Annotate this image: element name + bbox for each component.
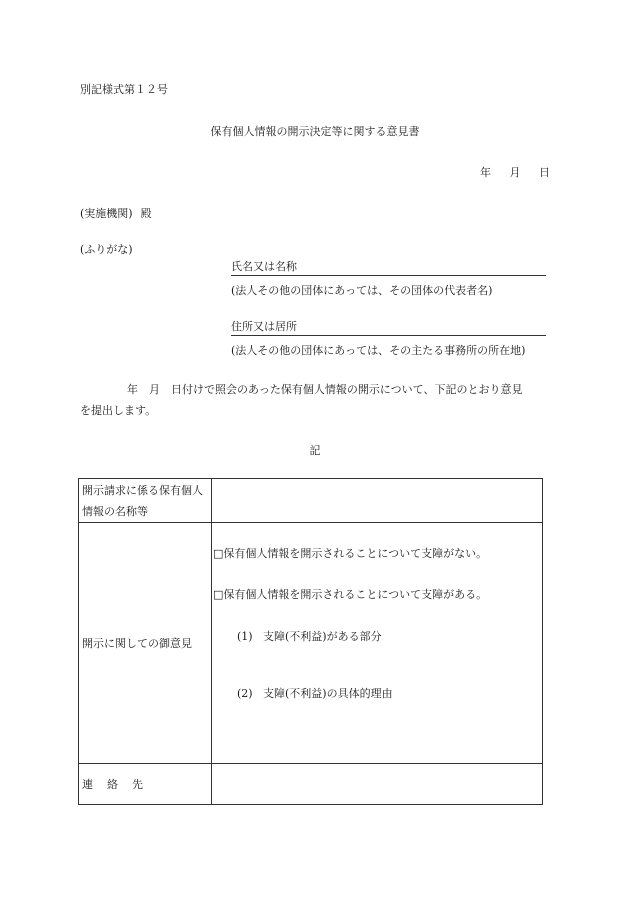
- date-month: 月: [509, 166, 521, 179]
- addressee: [80, 205, 152, 221]
- table-row: [79, 523, 543, 764]
- table-row: [79, 764, 543, 805]
- hindrance-part-item: [237, 628, 382, 644]
- item-number: (2): [237, 687, 253, 700]
- contact-label: 連絡先: [79, 764, 212, 805]
- date-line: [480, 164, 550, 180]
- form-number: 別記様式第１２号: [80, 83, 168, 96]
- body-paragraph: [80, 379, 550, 421]
- date-year: 年: [480, 166, 491, 179]
- opinion-table: [78, 478, 543, 805]
- item-number: (1): [237, 630, 253, 643]
- addressee-honorific: 殿: [140, 207, 152, 220]
- opinion-cell: [212, 523, 543, 764]
- option-no-hindrance[interactable]: □保有個人情報を開示されることについて支障がない。: [213, 547, 488, 560]
- addressee-org: (実施機関): [80, 207, 133, 220]
- date-day: 日: [539, 166, 550, 179]
- hindrance-reason-item: [237, 685, 393, 701]
- item-text: 支障(不利益)がある部分: [263, 630, 382, 643]
- address-field[interactable]: [231, 319, 546, 336]
- name-field[interactable]: [231, 259, 546, 276]
- address-label: 住所又は居所: [231, 320, 297, 333]
- opinion-label: 開示に関しての御意見: [79, 523, 212, 764]
- body-line-1: 年 月 日付けで照会のあった保有個人情報の開示について、下記のとおり意見: [127, 383, 523, 396]
- item-text: 支障(不利益)の具体的理由: [263, 687, 393, 700]
- document-title: 保有個人情報の開示決定等に関する意見書: [210, 125, 420, 138]
- body-line-2: を提出します。: [80, 404, 157, 417]
- contact-cell[interactable]: [212, 764, 543, 805]
- furigana-label: (ふりがな): [80, 243, 133, 256]
- name-note: (法人その他の団体にあっては、その団体の代表者名): [231, 284, 493, 297]
- option-hindrance[interactable]: □保有個人情報を開示されることについて支障がある。: [213, 588, 488, 601]
- name-label: 氏名又は名称: [231, 260, 297, 273]
- ki-heading: 記: [309, 444, 321, 457]
- address-note: (法人その他の団体にあっては、その主たる事務所の所在地): [231, 344, 526, 357]
- info-name-cell[interactable]: [212, 479, 543, 523]
- info-name-label: 開示請求に係る保有個人情報の名称等: [79, 479, 212, 523]
- table-row: [79, 479, 543, 523]
